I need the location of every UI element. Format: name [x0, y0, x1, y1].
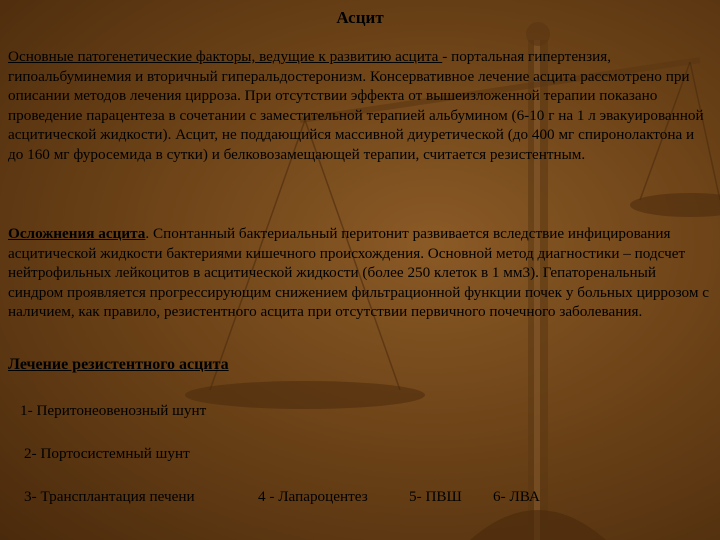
complications-heading: Осложнения асцита — [8, 225, 146, 242]
treatment-item-6: 6- ЛВА — [493, 488, 540, 505]
pathogenesis-heading: Основные патогенетические факторы, ведущие к развитию асцита — [8, 48, 443, 65]
complications-paragraph — [8, 224, 713, 322]
complications-text: . Спонтанный бактериальный перитонит развивается вследствие инфицирования асцитической жидкости бактериями кишечного происхождения. Основной метод диагностики – подсчет нейтрофильных лейкоцитов в асцитической жидкости (более 250 клеток в 1 мм3). Гепаторенальный синдром проявляется прогрессирующим снижением фильтрационной функции почек у больных циррозом с наличием, как правило, резистентного асцита при отсутствии первичного почечного заболевания. — [8, 225, 709, 321]
treatment-item-2: 2- Портосистемный шунт — [24, 445, 190, 462]
treatment-item-4: 4 - Лапароцентез — [258, 488, 368, 505]
pathogenesis-text: - портальная гипертензия, гипоальбуминемия и вторичный гиперальдостеронизм. Консервативное лечение асцита рассмотрено при описании методов лечения цирроза. При отсутствии эффекта от вышеизложенной терапии показано проведение парацентеза в сочетании с заместительной терапией альбумином (6-10 г на 1 л эвакуированной асцитической жидкости). Асцит, не поддающийся массивной диуретической (до 400 мг спиронолактона и до 160 мг фуросемида в сутки) и белковозамещающей терапии, считается резистентным. — [8, 48, 704, 163]
slide-title: Асцит — [336, 8, 384, 27]
pathogenesis-paragraph — [8, 47, 713, 165]
treatment-item-3: 3- Трансплантация печени — [24, 488, 195, 505]
treatment-item-1: 1- Перитонеовенозный шунт — [20, 402, 207, 419]
treatment-heading: Лечение резистентного асцита — [8, 356, 229, 373]
treatment-item-5: 5- ПВШ — [409, 488, 462, 505]
